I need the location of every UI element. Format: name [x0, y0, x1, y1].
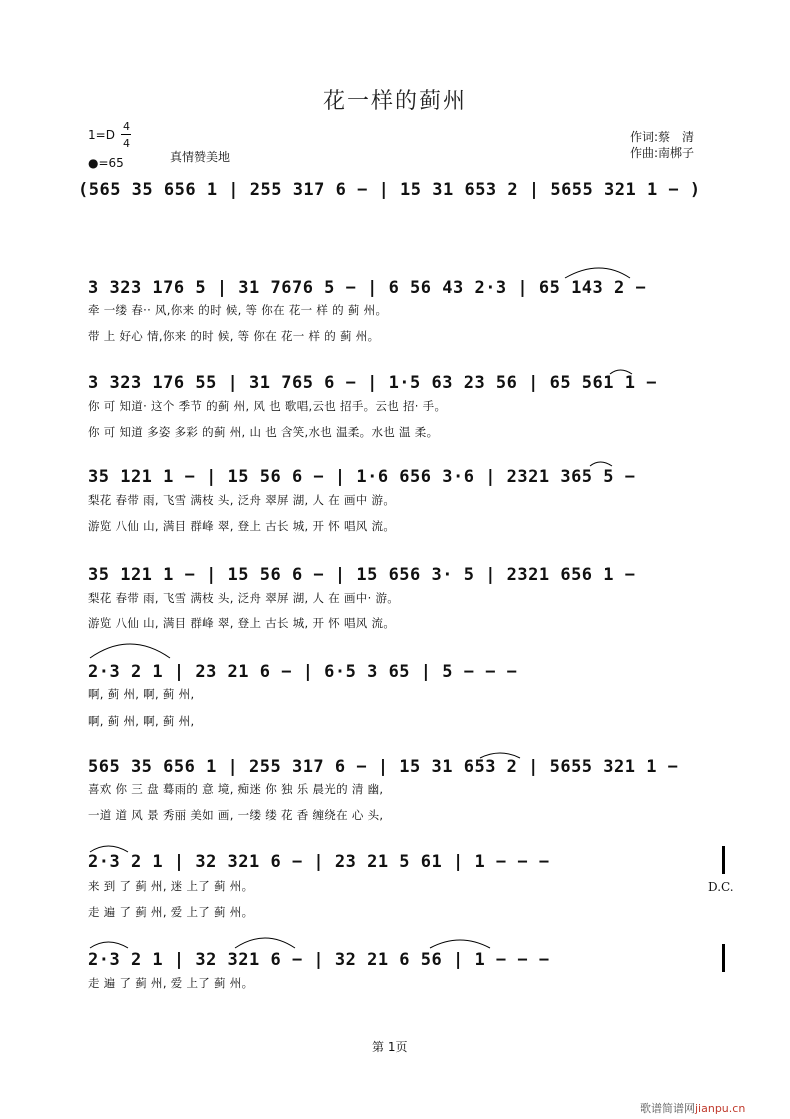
score-row-2-lyric-2: 你 可 知道 多姿 多彩 的蓟 州, 山 也 含笑,水也 温柔。水也 温 柔。: [88, 425, 439, 439]
score-row-5-notes: 2·3 2 1 | 23 21 6 − | 6·5 3 65 | 5 − − −: [88, 662, 518, 682]
slur: [565, 268, 630, 278]
score-row-3-notes: 35 121 1 − | 15 56 6 − | 1·6 656 3·6 | 2321 365 5 −: [88, 467, 636, 487]
quarter-note-icon: ●: [88, 156, 99, 170]
lyricist-credit: 作词:蔡 清: [630, 130, 695, 144]
score-row-3-lyric-2: 游览 八仙 山, 满目 群峰 翠, 登上 古长 城, 开 怀 唱风 流。: [88, 519, 396, 533]
slur: [480, 753, 520, 758]
slur: [90, 942, 128, 948]
time-signature-numerator: 4: [123, 120, 130, 133]
score-row-1-lyric-2: 带 上 好心 情,你来 的时 候, 等 你在 花一 样 的 蓟 州。: [88, 329, 380, 343]
slur: [90, 846, 128, 852]
score-row-2-notes: 3 323 176 55 | 31 765 6 − | 1·5 63 23 56 | 65 561 1 −: [88, 373, 657, 393]
score-row-8-lyric-1: 走 遍 了 蓟 州, 爱 上了 蓟 州。: [88, 976, 254, 990]
key-signature: 1=D: [88, 128, 115, 142]
score-row-2-lyric-1: 你 可 知道‧ 这个 季节 的蓟 州, 风 也 歌唱,云也 招手。云也 招‧ 手。: [88, 399, 447, 413]
score-row-1-notes: 3 323 176 5 | 31 7676 5 − | 6 56 43 2·3 | 65 143 2 −: [88, 278, 647, 298]
song-title: 花一样的蓟州: [322, 89, 467, 114]
score-row-7-lyric-2: 走 遍 了 蓟 州, 爱 上了 蓟 州。: [88, 905, 254, 919]
site-watermark: 歌谱简谱网jianpu.cn: [640, 1102, 746, 1115]
score-row-5-lyric-2: 啊, 蓟 州, 啊, 蓟 州,: [88, 714, 195, 728]
score-row-1-lyric-1: 牵 一缕 春‧‧ 风,你来 的时 候, 等 你在 花一 样 的 蓟 州。: [88, 303, 388, 317]
slur: [90, 644, 170, 658]
score-row-6-notes: 565 35 656 1 | 255 317 6 − | 15 31 653 2 | 5655 321 1 −: [88, 757, 679, 777]
score-row-7-notes: 2·3 2 1 | 32 321 6 − | 23 21 5 61 | 1 − − −: [88, 852, 550, 872]
tempo-marking: ●=65: [88, 156, 124, 170]
score-row-4-lyric-1: 梨花 春带 雨, 飞雪 满枝 头, 泛舟 翠屏 湖, 人 在 画中‧ 游。: [88, 591, 400, 605]
slur: [430, 940, 490, 948]
slur: [235, 938, 295, 948]
slur: [590, 462, 612, 466]
da-capo-marking: D.C.: [708, 880, 734, 894]
expression-marking: 真情赞美地: [170, 150, 231, 164]
page-number: 第 1页: [372, 1040, 408, 1054]
score-row-6-lyric-1: 喜欢 你 三 盘 蓦雨的 意 境, 痴迷 你 独 乐 晨光的 清 幽,: [88, 782, 384, 796]
composer-credit: 作曲:南梆子: [630, 146, 695, 160]
score-row-5-lyric-1: 啊, 蓟 州, 啊, 蓟 州,: [88, 687, 195, 701]
time-signature-denominator: 4: [123, 137, 130, 150]
score-row-7-lyric-1: 来 到 了 蓟 州, 迷 上了 蓟 州。: [88, 879, 254, 893]
score-row-8-notes: 2·3 2 1 | 32 321 6 − | 32 21 6 56 | 1 − − −: [88, 950, 550, 970]
score-row-4-notes: 35 121 1 − | 15 56 6 − | 15 656 3· 5 | 2321 656 1 −: [88, 565, 636, 585]
slur: [610, 370, 632, 374]
score-row-4-lyric-2: 游览 八仙 山, 满目 群峰 翠, 登上 古长 城, 开 怀 唱风 流。: [88, 616, 396, 630]
score-row-intro-notes: (565 35 656 1 | 255 317 6 − | 15 31 653 2 | 5655 321 1 − ): [78, 180, 701, 200]
score-row-6-lyric-2: 一道 道 风 景 秀丽 美如 画, 一缕 缕 花 香 缠绕在 心 头,: [88, 808, 384, 822]
score-row-3-lyric-1: 梨花 春带 雨, 飞雪 满枝 头, 泛舟 翠屏 湖, 人 在 画中 游。: [88, 493, 396, 507]
